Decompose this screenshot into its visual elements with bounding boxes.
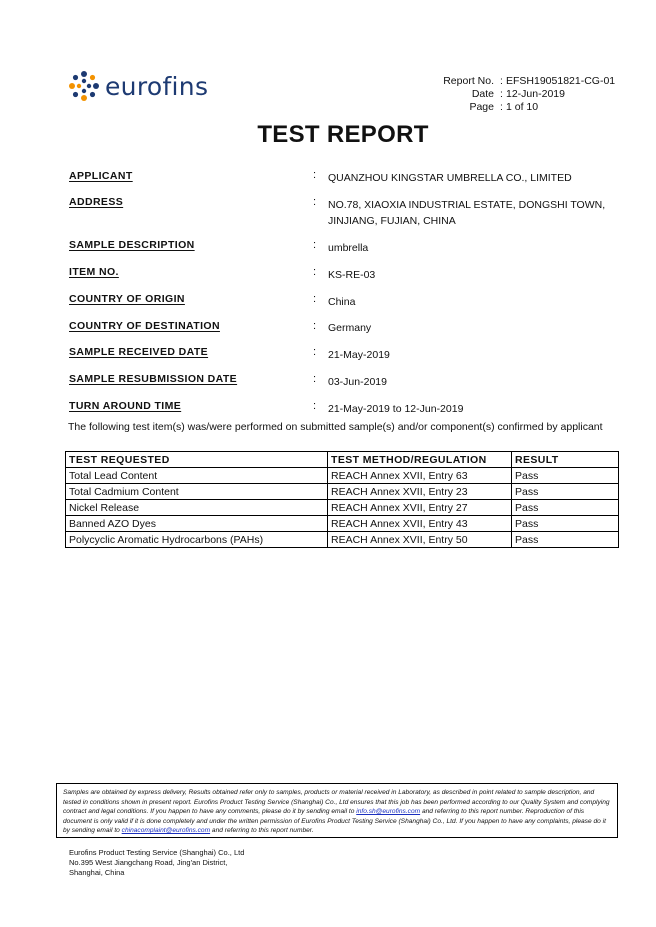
applicant-value: QUANZHOU KINGSTAR UMBRELLA CO., LIMITED: [328, 172, 572, 184]
report-number-label: Report No.: [443, 75, 494, 87]
test-method: REACH Annex XVII, Entry 43: [328, 516, 512, 532]
sample-received-date-value: 21-May-2019: [328, 349, 390, 361]
address-line-1: NO.78, XIAOXIA INDUSTRIAL ESTATE, DONGSHI TOWN,: [328, 199, 606, 211]
test-method: REACH Annex XVII, Entry 27: [328, 500, 512, 516]
table-row: [66, 500, 619, 516]
eurofins-logo: [68, 70, 208, 102]
header-test-method: TEST METHOD/REGULATION: [328, 452, 512, 468]
sample-resubmission-date-value: 03-Jun-2019: [328, 376, 387, 388]
company-name: Eurofins Product Testing Service (Shanghai) Co., Ltd: [69, 848, 245, 857]
country-of-destination-label: COUNTRY OF DESTINATION: [69, 320, 220, 332]
address-value: [328, 197, 605, 229]
info-email-link[interactable]: info.sh@eurofins.com: [356, 808, 421, 816]
company-street: No.395 West Jiangchang Road, Jing'an District,: [69, 858, 228, 867]
header-result: RESULT: [512, 452, 619, 468]
test-result: Pass: [512, 516, 619, 532]
company-address: [69, 848, 244, 878]
sample-description-label: SAMPLE DESCRIPTION: [69, 239, 195, 251]
test-name: Total Cadmium Content: [66, 484, 328, 500]
disclaimer-text-3: and referring to this report number.: [210, 827, 314, 835]
country-of-origin-label: COUNTRY OF ORIGIN: [69, 293, 185, 305]
page-number: 1 of 10: [506, 101, 539, 113]
results-table: [65, 451, 619, 548]
applicant-label: APPLICANT: [69, 170, 133, 182]
test-name: Total Lead Content: [66, 468, 328, 484]
sample-description-value: umbrella: [328, 242, 369, 254]
item-no-label: ITEM NO.: [69, 266, 119, 278]
table-header-row: [66, 452, 619, 468]
eurofins-logo-icon: [68, 70, 100, 102]
header-test-requested: TEST REQUESTED: [66, 452, 328, 468]
test-name: Banned AZO Dyes: [66, 516, 328, 532]
logo-wordmark: eurofins: [105, 71, 209, 101]
table-row: [66, 532, 619, 548]
item-no-value: KS-RE-03: [328, 269, 376, 281]
turn-around-time-label: TURN AROUND TIME: [69, 400, 182, 412]
table-row: [66, 484, 619, 500]
report-date-label: Date: [471, 88, 494, 100]
page-row: Page : 1 of 10: [432, 101, 615, 114]
disclaimer-box: [56, 783, 618, 838]
report-date-row: Date : 12-Jun-2019: [432, 88, 615, 101]
disclaimer-text-2: and referring to this report number. Reproduction of this document is only valid if it is done completely and under the written permission of Eurofins Product Testing Service (Shanghai) Co., Ltd. If you happen to have any complaints, please do it by sending email to: [63, 808, 606, 835]
report-number: EFSH19051821-CG-01: [506, 75, 616, 87]
turn-around-time-value: 21-May-2019 to 12-Jun-2019: [328, 403, 464, 415]
company-city: Shanghai, China: [69, 868, 125, 877]
test-method: REACH Annex XVII, Entry 63: [328, 468, 512, 484]
sample-resubmission-date-label: SAMPLE RESUBMISSION DATE: [69, 373, 238, 385]
test-name: Polycyclic Aromatic Hydrocarbons (PAHs): [66, 532, 328, 548]
page-label: Page: [469, 101, 494, 113]
complaint-email-link[interactable]: chinacomplaint@eurofins.com: [121, 827, 211, 835]
test-result: Pass: [512, 484, 619, 500]
test-method: REACH Annex XVII, Entry 50: [328, 532, 512, 548]
table-row: [66, 468, 619, 484]
report-date: 12-Jun-2019: [506, 88, 565, 100]
table-row: [66, 516, 619, 532]
test-result: Pass: [512, 468, 619, 484]
address-label: ADDRESS: [69, 196, 124, 208]
country-of-destination-value: Germany: [328, 322, 372, 334]
test-method: REACH Annex XVII, Entry 23: [328, 484, 512, 500]
test-name: Nickel Release: [66, 500, 328, 516]
address-line-2: JINJIANG, FUJIAN, CHINA: [328, 215, 456, 227]
test-result: Pass: [512, 500, 619, 516]
test-statement: The following test item(s) was/were performed on submitted sample(s) and/or component(s) confirmed by applicant: [68, 421, 603, 433]
page-title: TEST REPORT: [257, 121, 429, 148]
test-result: Pass: [512, 532, 619, 548]
report-number-row: Report No. : EFSH19051821-CG-01: [432, 75, 615, 88]
sample-received-date-label: SAMPLE RECEIVED DATE: [69, 346, 209, 358]
country-of-origin-value: China: [328, 296, 356, 308]
report-meta: [432, 75, 615, 114]
disclaimer-text-1: Samples are obtained by express delivery, Results obtained refer only to samples, products or material received in Laboratory, as described in point related to sample description, and tested in conditions shown in present report. Eurofins Product Testing Service (Shanghai) Co., Ltd ensures that this job has been performed according to our Quality System and complying contract and legal conditions. If you happen to have any comments, please do it by sending email to: [63, 789, 610, 816]
